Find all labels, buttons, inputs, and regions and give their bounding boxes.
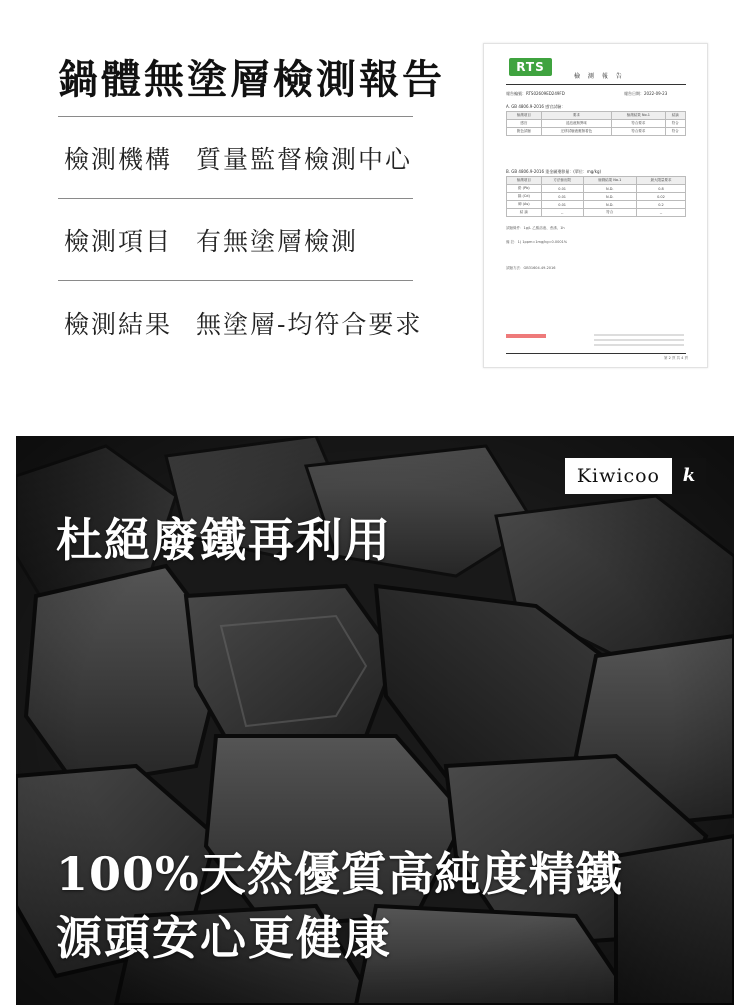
rts-logo: RTS — [509, 58, 552, 76]
page-number: 第 2 頁 共 4 頁 — [664, 356, 689, 360]
table-cell: 脫色試驗 — [507, 128, 542, 136]
fine-print-line — [594, 334, 684, 336]
table-cell: 0.8 — [636, 185, 685, 193]
table-cell: 迁移試驗液應無着色 — [541, 128, 611, 136]
table-cell: 0.2 — [636, 201, 685, 209]
table-header-row — [507, 177, 686, 185]
test-report-section — [0, 0, 750, 435]
table-row — [507, 120, 686, 128]
table-cell: 0.01 — [541, 185, 583, 193]
table-cell: 0.02 — [636, 193, 685, 201]
tagline-line-1: 100%天然優質高純度精鐵 — [56, 847, 623, 901]
table-cell: 浸泡液無異味 — [541, 120, 611, 128]
table-cell: -- — [541, 209, 583, 217]
headline: 杜絕廢鐵再利用 — [56, 513, 392, 567]
divider — [58, 116, 413, 117]
table-row — [507, 209, 686, 217]
table-cell: 鉛 (Pb) — [507, 185, 542, 193]
brand-mark-icon: k — [672, 458, 706, 494]
fine-print-line — [594, 339, 684, 341]
report-rule — [506, 84, 686, 85]
info-value: 質量監督檢測中心 — [195, 145, 412, 174]
info-label: 檢測機構 — [64, 145, 173, 174]
report-note: 試驗條件：1g/L 乙酸溶液、煮沸、1h — [506, 226, 565, 230]
divider — [58, 198, 413, 199]
table-row — [507, 201, 686, 209]
table-cell: N.D. — [583, 201, 636, 209]
table-cell: 檢測項目 — [507, 177, 542, 185]
table-cell: 檢測項目 — [507, 112, 542, 120]
info-label: 檢測項目 — [64, 227, 173, 256]
table-cell: 0.01 — [541, 193, 583, 201]
info-row-result — [64, 305, 422, 341]
report-date: 報告日期：2022-09-23 — [624, 91, 668, 96]
report-rule — [506, 353, 686, 354]
table-row — [507, 193, 686, 201]
report-section-b: B. GB 4806.9-2016 重金屬遷移量：(單位：mg/kg) — [506, 169, 602, 174]
table-cell: 符合要求 — [612, 128, 665, 136]
lab-stamp — [506, 334, 546, 338]
table-cell: 符合 — [665, 128, 685, 136]
table-cell: 檢測結果 No.1 — [612, 112, 665, 120]
info-row-agency — [64, 140, 412, 176]
divider — [58, 280, 413, 281]
table-cell: 符合 — [665, 120, 685, 128]
table-cell: -- — [636, 209, 685, 217]
info-row-item — [64, 222, 358, 258]
info-value: 有無塗層檢測 — [195, 227, 358, 256]
report-heading: 檢 測 報 告 — [574, 73, 625, 80]
tagline-line-2: 源頭安心更健康 — [56, 911, 392, 965]
table-cell: 結 論 — [507, 209, 542, 217]
report-number: 報告編號：RTS02609ED249FD — [506, 91, 565, 96]
table-cell: N.D. — [583, 193, 636, 201]
section-title: 鍋體無塗層檢測報告 — [58, 56, 445, 103]
info-value: 無塗層-均符合要求 — [195, 310, 423, 339]
table-cell: N.D. — [583, 185, 636, 193]
report-note: 試驗方法：GB31604.49-2016 — [506, 266, 556, 270]
table-cell: 結論 — [665, 112, 685, 120]
table-cell: 最大限量要求 — [636, 177, 685, 185]
brand-name: Kiwicoo — [565, 458, 672, 494]
fine-print-line — [594, 344, 684, 346]
report-document — [483, 43, 708, 368]
report-table-b — [506, 176, 686, 217]
table-cell: 符合 — [583, 209, 636, 217]
table-cell: 檢測結果 No.1 — [583, 177, 636, 185]
report-section-a: A. GB 4806.9-2016 感官試驗： — [506, 104, 566, 109]
info-label: 檢測結果 — [64, 310, 173, 339]
table-header-row — [507, 112, 686, 120]
report-note: 備 註：1) 1ppm=1mg/kg=0.0001% — [506, 240, 568, 244]
table-cell: 鎘 (Cd) — [507, 193, 542, 201]
report-table-a — [506, 111, 686, 136]
table-row — [507, 185, 686, 193]
table-cell: 方法檢出限 — [541, 177, 583, 185]
table-cell: 符合要求 — [612, 120, 665, 128]
iron-ore-photo — [16, 436, 734, 1005]
table-cell: 砷 (As) — [507, 201, 542, 209]
table-cell: 感官 — [507, 120, 542, 128]
table-row — [507, 128, 686, 136]
table-cell: 0.01 — [541, 201, 583, 209]
brand-logo — [565, 458, 706, 494]
table-cell: 要求 — [541, 112, 611, 120]
